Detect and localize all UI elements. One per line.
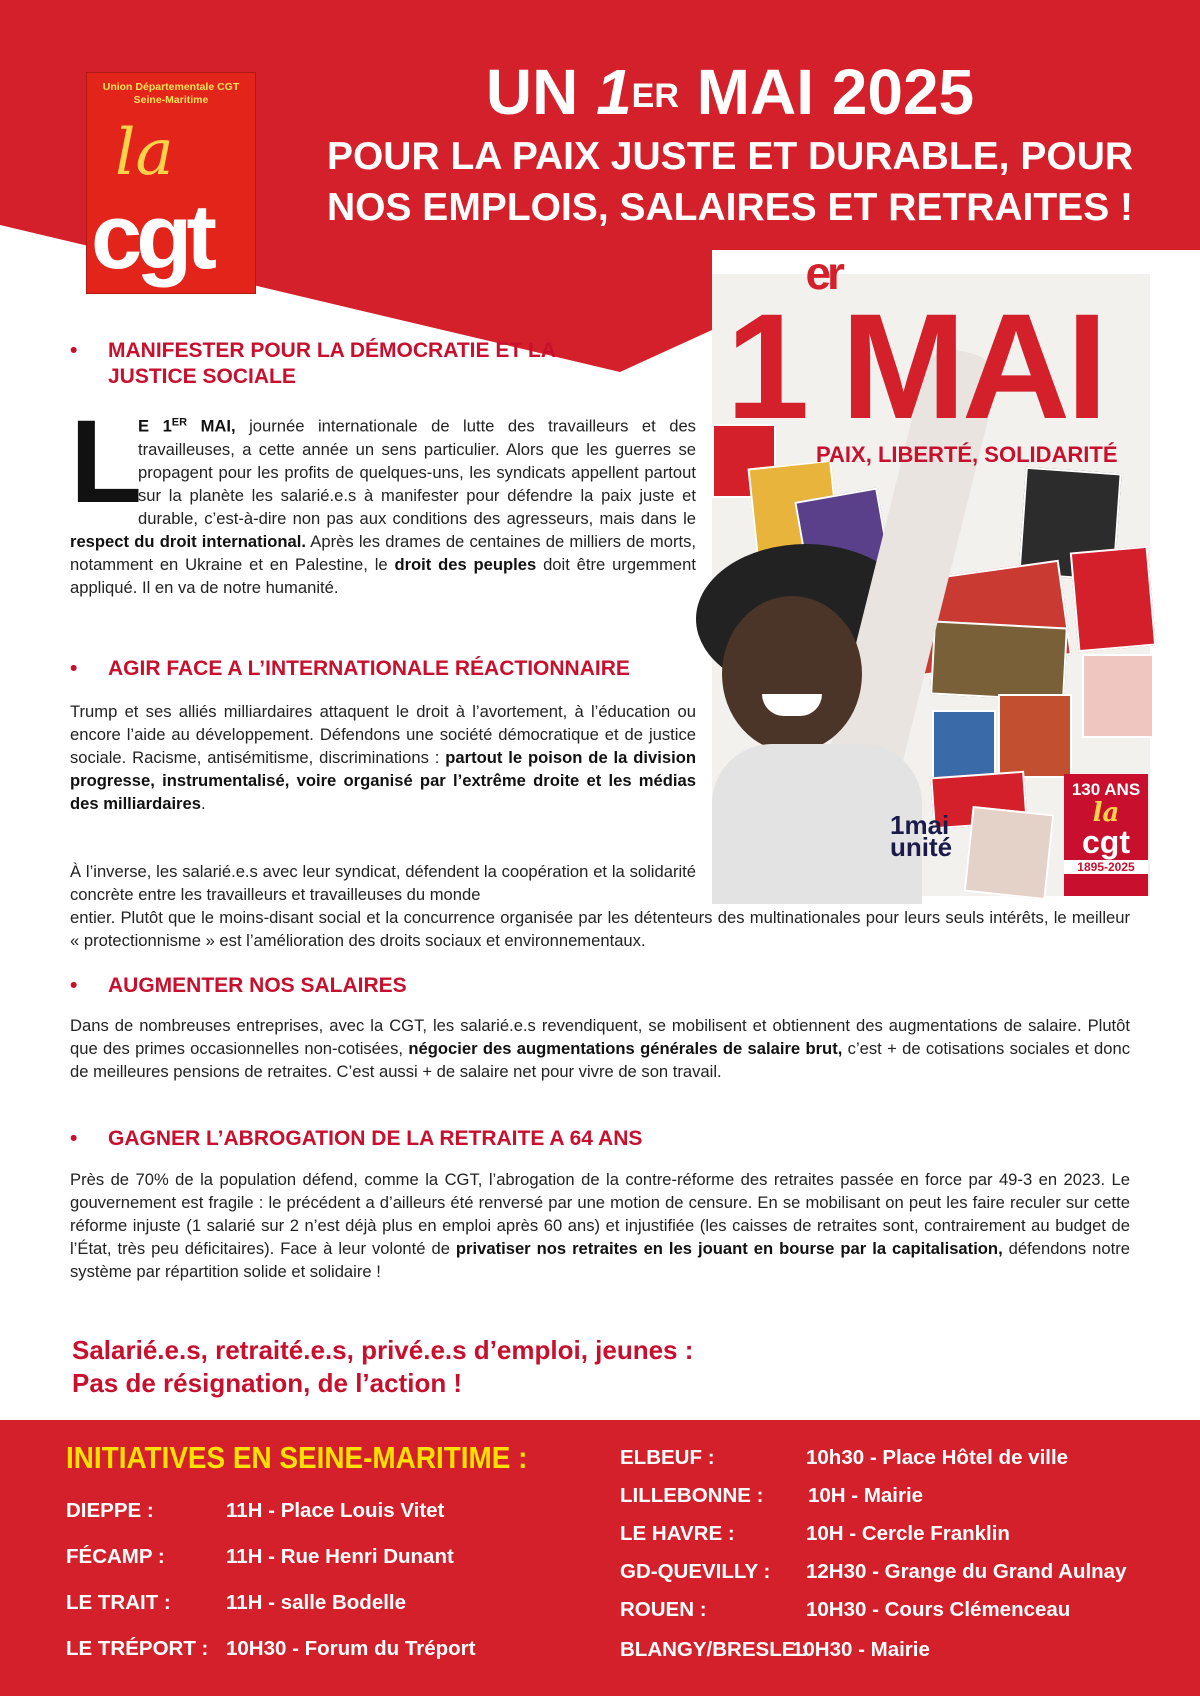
poster-word: MAI (840, 282, 1104, 450)
city-info: 12H30 - Grange du Grand Aulnay (806, 1560, 1127, 1583)
city-name: DIEPPE : (66, 1499, 154, 1522)
city-info: 11H - Rue Henri Dunant (226, 1545, 454, 1568)
paragraph-democracy (70, 396, 697, 599)
text-2: Après les drames de centaines de milliers de morts, notamment en Ukraine et en Palestine, le (70, 531, 697, 574)
city-name: LE HAVRE : (620, 1522, 735, 1545)
anniv-cgt: cgt (1082, 824, 1130, 860)
poster-tagline: PAIX, LIBERTÉ, SOLIDARITÉ (816, 442, 1118, 467)
paragraph-cooperation-a: À l’inverse, les salarié.e.s avec leur syndicat, défendent la coopération et la solidarité concrète entre les travailleurs et travailleuses du monde (70, 862, 696, 904)
logo-union-text (87, 81, 255, 107)
city-name: FÉCAMP : (66, 1545, 165, 1568)
poster-sup: er (805, 247, 841, 299)
city-name: LE TRÉPORT : (66, 1637, 209, 1660)
subtitle-line-2: NOS EMPLOIS, SALAIRES ET RETRAITES ! (326, 186, 1134, 229)
poster-unite-1: 1mai (890, 810, 950, 840)
text-1: Dans de nombreuses entreprises, avec la CGT, les salarié.e.s revendiquent, se mobilisent et obtiennent des augmentations de salaire. Plutôt que des primes occasionnelles non-cotisées, (70, 1016, 1130, 1058)
lead-a: E 1 (138, 416, 172, 436)
poster-num: 1 (726, 282, 806, 450)
title-prefix: UN (485, 56, 597, 128)
title-suffix: MAI 2025 (678, 56, 975, 128)
city-info: 10h30 - Place Hôtel de ville (806, 1446, 1069, 1469)
poster-unite-2: unité (890, 832, 953, 862)
bold-2: droit des peuples (394, 554, 537, 574)
city-info: 10H30 - Forum du Tréport (226, 1637, 476, 1660)
text-2: . (200, 794, 206, 813)
logo-union-line2: Seine-Maritime (133, 94, 209, 106)
bullet-icon: • (70, 1127, 78, 1150)
paragraph-salaries (70, 1014, 1130, 1083)
section-title (108, 338, 556, 390)
city-name: BLANGY/BRESLE : (620, 1638, 808, 1661)
initiatives-title: INITIATIVES EN SEINE-MARITIME : (66, 1440, 528, 1475)
logo-union-line1: Union Départementale CGT (102, 81, 240, 93)
paragraph-retirement (70, 1168, 1130, 1283)
poster-big-title (726, 247, 1104, 450)
city-name: ELBEUF : (620, 1446, 715, 1469)
city-info: 11H - Place Louis Vitet (226, 1499, 445, 1522)
lead-sup: ER (171, 416, 188, 428)
title-num: 1 (596, 56, 632, 128)
lead-b: MAI, (187, 416, 236, 436)
bullet-icon: • (70, 974, 78, 997)
bold-1: négocier des augmentations générales de salaire brut, (408, 1039, 843, 1058)
city-name: LILLEBONNE : (620, 1484, 764, 1507)
anniv-line1: 130 ANS (1071, 780, 1141, 799)
city-name: GD-QUEVILLY : (620, 1560, 771, 1583)
city-name: LE TRAIT : (66, 1591, 171, 1614)
paragraph-international (70, 700, 696, 815)
city-info: 10H30 - Cours Clémenceau (806, 1598, 1071, 1621)
text-3: doit être urgemment appliqué. Il en va de notre humanité. (70, 554, 696, 597)
logo-cgt: cgt (91, 186, 211, 288)
may-day-poster-image (712, 247, 1150, 896)
woman-face (722, 596, 862, 752)
poster-anniversary-badge (1064, 774, 1148, 896)
section-title: AGIR FACE A L’INTERNATIONALE RÉACTIONNAIRE (108, 657, 630, 680)
bullet-icon: • (70, 339, 78, 362)
section-title-line2: JUSTICE SOCIALE (108, 365, 296, 388)
cgt-logo (86, 72, 256, 294)
drop-cap: L (70, 396, 143, 528)
bold-1: partout le poison de la division progresse, instrumentalisé, voire organisé par l’extrême droite et les médias des milliardaires (70, 748, 696, 813)
bold-1: respect du droit international. (70, 531, 306, 551)
section-title: GAGNER L’ABROGATION DE LA RETRAITE A 64 ANS (108, 1127, 643, 1150)
anniv-la: la (1092, 798, 1120, 828)
bold-1: privatiser nos retraites en les jouant en bourse par la capitalisation, (455, 1239, 1003, 1258)
city-info: 10H30 - Mairie (792, 1638, 930, 1661)
text-1: Trump et ses alliés milliardaires attaquent le droit à l’avortement, à l’éducation ou encore l’aide au développement. Défendons une société démocratique et de justice sociale. Racisme, antisémitisme, discriminations : (70, 702, 696, 767)
logo-la: la (115, 116, 174, 190)
text-2: défendons notre système par répartition solide et solidaire ! (70, 1239, 1130, 1281)
drop-cap-space (70, 411, 138, 523)
slogan-line1: Salarié.e.s, retraité.e.s, privé.e.s d’emploi, jeunes : (72, 1335, 694, 1365)
anniv-years: 1895-2025 (1064, 860, 1148, 874)
city-info: 11H - salle Bodelle (226, 1591, 407, 1614)
section-title: AUGMENTER NOS SALAIRES (108, 974, 407, 997)
page-title (290, 56, 1170, 128)
city-name: ROUEN : (620, 1598, 707, 1621)
bullet-icon: • (70, 657, 78, 680)
title-sup: ER (631, 77, 679, 115)
text-1: journée internationale de lutte des travailleurs et des travailleuses, a cette année un sens particulier. Alors que les guerres se propagent pour les profits de quelques-uns, les syndicats appellent partout sur la planète les salarié.e.s à manifester pour défendre la paix juste et durable, c’est-à-dire non pas aux conditions des agresseurs, mais dans le (138, 416, 696, 528)
city-info: 10H - Mairie (808, 1484, 924, 1507)
subtitle-line-1: POUR LA PAIX JUSTE ET DURABLE, POUR (326, 135, 1134, 178)
paragraph-cooperation-b: entier. Plutôt que le moins-disant social et la concurrence organisée par les détenteurs des multinationales pour leurs seuls intérêts, le meilleur « protectionnisme » est l’amélioration des droits sociaux et environnementaux. (70, 908, 1130, 950)
slogan-line2: Pas de résignation, de l’action ! (72, 1368, 463, 1398)
text-2: c’est + de cotisations sociales et donc de meilleures pensions de retraites. C’est aussi + de salaire net pour vivre de son travail. (70, 1039, 1130, 1081)
poster-unite (890, 810, 953, 862)
section-title-line1: MANIFESTER POUR LA DÉMOCRATIE ET LA (108, 339, 556, 362)
slogan (72, 1334, 693, 1400)
city-info: 10H - Cercle Franklin (806, 1522, 1010, 1545)
text-1: Près de 70% de la population défend, comme la CGT, l’abrogation de la contre-réforme des retraites passée en force par 49-3 en 2023. Le gouvernement est fragile : le précédent a d’ailleurs été renversé par une motion de censure. En se mobilisant on peut les faire reculer sur cette réforme injuste (1 salarié sur 2 n’est déjà plus en emploi après 60 ans) et injustifiée (les caisses de retraites sont, contrairement au budget de l’État, très peu déficitaires). Face à leur volonté de (70, 1170, 1130, 1258)
